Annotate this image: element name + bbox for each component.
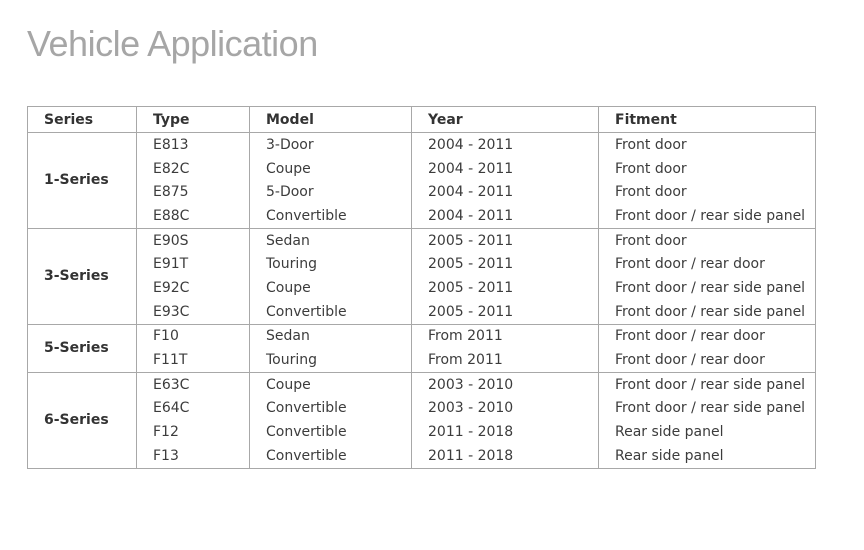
table-row — [28, 372, 816, 396]
year-cell: 2004 - 2011 — [412, 180, 599, 204]
fitment-cell: Rear side panel — [599, 420, 816, 444]
type-cell: E93C — [137, 300, 250, 324]
header-model: Model — [250, 107, 412, 133]
table-row — [28, 180, 816, 204]
fitment-cell: Rear side panel — [599, 444, 816, 468]
table-row — [28, 228, 816, 252]
type-cell: E813 — [137, 133, 250, 157]
fitment-cell: Front door / rear side panel — [599, 204, 816, 228]
header-type: Type — [137, 107, 250, 133]
model-cell: Convertible — [250, 204, 412, 228]
year-cell: From 2011 — [412, 348, 599, 372]
vehicle-application-table — [27, 106, 816, 469]
year-cell: 2004 - 2011 — [412, 133, 599, 157]
fitment-cell: Front door / rear door — [599, 324, 816, 348]
year-cell: 2005 - 2011 — [412, 276, 599, 300]
table-row — [28, 300, 816, 324]
series-cell: 6-Series — [28, 372, 137, 468]
type-cell: E91T — [137, 252, 250, 276]
model-cell: Coupe — [250, 276, 412, 300]
table-body — [28, 133, 816, 469]
type-cell: F11T — [137, 348, 250, 372]
year-cell: From 2011 — [412, 324, 599, 348]
year-cell: 2005 - 2011 — [412, 228, 599, 252]
type-cell: E63C — [137, 372, 250, 396]
table-row — [28, 252, 816, 276]
fitment-cell: Front door / rear side panel — [599, 397, 816, 421]
fitment-cell: Front door / rear door — [599, 252, 816, 276]
model-cell: Coupe — [250, 157, 412, 181]
table-row — [28, 276, 816, 300]
year-cell: 2004 - 2011 — [412, 204, 599, 228]
header-fitment: Fitment — [599, 107, 816, 133]
model-cell: Coupe — [250, 372, 412, 396]
type-cell: E88C — [137, 204, 250, 228]
fitment-cell: Front door / rear door — [599, 348, 816, 372]
table-header-row — [28, 107, 816, 133]
year-cell: 2011 - 2018 — [412, 444, 599, 468]
model-cell: Sedan — [250, 228, 412, 252]
table-row — [28, 324, 816, 348]
fitment-cell: Front door — [599, 228, 816, 252]
model-cell: Sedan — [250, 324, 412, 348]
fitment-cell: Front door — [599, 157, 816, 181]
year-cell: 2003 - 2010 — [412, 372, 599, 396]
year-cell: 2003 - 2010 — [412, 397, 599, 421]
model-cell: Convertible — [250, 397, 412, 421]
year-cell: 2005 - 2011 — [412, 252, 599, 276]
model-cell: Convertible — [250, 300, 412, 324]
fitment-cell: Front door — [599, 133, 816, 157]
fitment-cell: Front door / rear side panel — [599, 276, 816, 300]
type-cell: E875 — [137, 180, 250, 204]
series-cell: 5-Series — [28, 324, 137, 372]
type-cell: E82C — [137, 157, 250, 181]
page-title: Vehicle Application — [27, 23, 318, 64]
type-cell: F12 — [137, 420, 250, 444]
table-row — [28, 397, 816, 421]
series-cell: 3-Series — [28, 228, 137, 324]
header-year: Year — [412, 107, 599, 133]
model-cell: Convertible — [250, 444, 412, 468]
model-cell: Convertible — [250, 420, 412, 444]
header-series: Series — [28, 107, 137, 133]
model-cell: Touring — [250, 348, 412, 372]
series-cell: 1-Series — [28, 133, 137, 229]
year-cell: 2011 - 2018 — [412, 420, 599, 444]
table-row — [28, 133, 816, 157]
model-cell: 5-Door — [250, 180, 412, 204]
fitment-cell: Front door / rear side panel — [599, 372, 816, 396]
type-cell: F10 — [137, 324, 250, 348]
fitment-cell: Front door — [599, 180, 816, 204]
fitment-cell: Front door / rear side panel — [599, 300, 816, 324]
table-row — [28, 444, 816, 468]
type-cell: F13 — [137, 444, 250, 468]
type-cell: E92C — [137, 276, 250, 300]
model-cell: Touring — [250, 252, 412, 276]
table-row — [28, 348, 816, 372]
type-cell: E64C — [137, 397, 250, 421]
type-cell: E90S — [137, 228, 250, 252]
year-cell: 2005 - 2011 — [412, 300, 599, 324]
model-cell: 3-Door — [250, 133, 412, 157]
table-row — [28, 420, 816, 444]
year-cell: 2004 - 2011 — [412, 157, 599, 181]
table-row — [28, 157, 816, 181]
table-row — [28, 204, 816, 228]
